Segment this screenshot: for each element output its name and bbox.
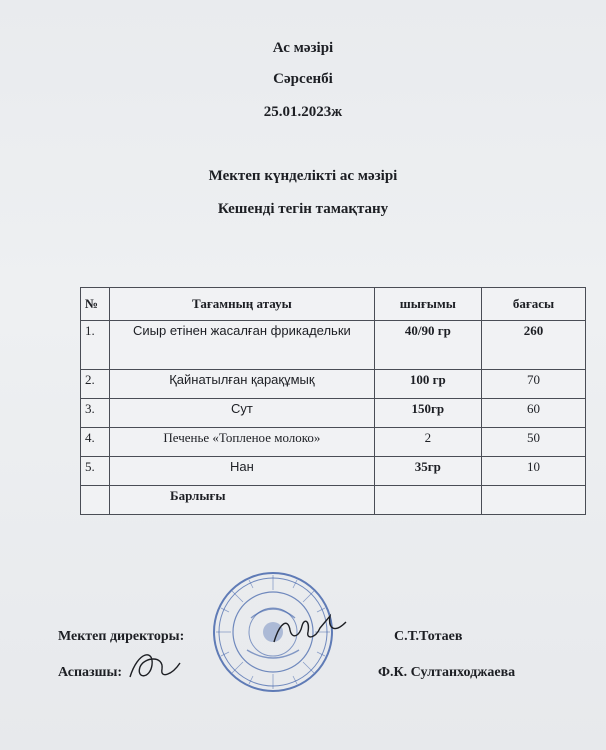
row-yield: 150гр — [374, 399, 481, 428]
menu-table — [80, 287, 586, 515]
total-price-cell — [481, 486, 585, 515]
row-yield: 40/90 гр — [374, 321, 481, 370]
table-header-row — [81, 288, 586, 321]
total-label: Барлығы — [110, 486, 375, 515]
row-num: 1. — [81, 321, 110, 370]
row-yield: 2 — [374, 428, 481, 457]
header-num: № — [81, 288, 110, 321]
row-name: Печенье «Топленое молоко» — [110, 428, 375, 457]
row-yield: 35гр — [374, 457, 481, 486]
director-label: Мектеп директоры: — [58, 629, 185, 644]
total-num-cell — [81, 486, 110, 515]
table-row — [81, 399, 586, 428]
row-num: 3. — [81, 399, 110, 428]
header-name: Тағамның атауы — [110, 288, 375, 321]
row-name: Сиыр етінен жасалған фрикадельки — [110, 321, 375, 370]
cook-signature-icon — [124, 645, 184, 685]
director-signature-icon — [270, 612, 350, 648]
menu-title: Ас мәзірі — [272, 40, 334, 56]
total-row — [81, 486, 586, 515]
row-price: 60 — [481, 399, 585, 428]
table-row — [81, 321, 586, 370]
row-name: Сут — [110, 399, 375, 428]
header-yield: шығымы — [374, 288, 481, 321]
cook-name: Ф.К. Султанходжаева — [378, 665, 516, 680]
director-name: С.Т.Тотаев — [394, 629, 463, 644]
row-yield: 100 гр — [374, 370, 481, 399]
row-price: 50 — [481, 428, 585, 457]
row-num: 4. — [81, 428, 110, 457]
row-price: 260 — [481, 321, 585, 370]
header-price: бағасы — [481, 288, 585, 321]
cook-label: Аспазшы: — [58, 665, 123, 680]
total-yield-cell — [374, 486, 481, 515]
meal-type: Кешенді тегін тамақтану — [217, 201, 389, 217]
table-row — [81, 370, 586, 399]
row-name: Қайнатылған қарақұмық — [110, 370, 375, 399]
row-name: Нан — [110, 457, 375, 486]
row-num: 2. — [81, 370, 110, 399]
weekday: Сәрсенбі — [273, 71, 333, 87]
row-price: 70 — [481, 370, 585, 399]
school-menu-title: Мектеп күнделікті ас мәзірі — [208, 168, 398, 184]
date: 25.01.2023ж — [263, 104, 343, 120]
row-num: 5. — [81, 457, 110, 486]
table-row — [81, 457, 586, 486]
row-price: 10 — [481, 457, 585, 486]
table-row — [81, 428, 586, 457]
